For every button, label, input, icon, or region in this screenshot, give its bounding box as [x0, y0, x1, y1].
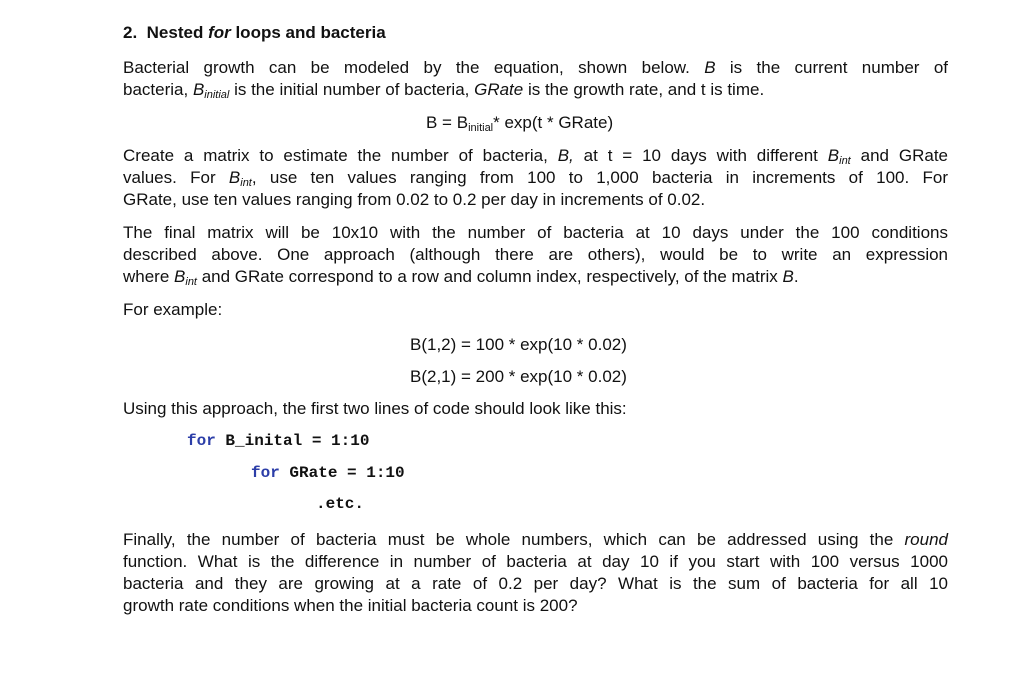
approach-text: Using this approach, the first two lines of code should look like this:	[123, 399, 627, 418]
paragraph-4-line-1	[123, 529, 948, 551]
paragraph-2-line-2	[123, 167, 948, 189]
code-text: B_inital = 1:10	[215, 432, 370, 450]
text-span: values. For	[123, 168, 229, 187]
var-b: B	[228, 168, 241, 187]
var-b: B	[827, 146, 840, 165]
text-span: Bacterial growth can be modeled by the equation, shown below.	[123, 58, 705, 77]
text-span: at t = 10 days with different	[573, 146, 828, 165]
subscript: initial	[204, 89, 230, 101]
text-span: Finally, the number of bacteria must be whole numbers, which can be addressed using the	[123, 530, 905, 549]
paragraph-3-line-2: described above. One approach (although there are others), would be to write an expression	[123, 245, 948, 264]
paragraph-3-line-1: The final matrix will be 10x10 with the number of bacteria at 10 days under the 100 conditions	[123, 223, 948, 242]
text-span: and GRate	[850, 146, 948, 165]
section-title	[123, 22, 386, 44]
title-emphasis: for	[208, 23, 231, 42]
var-b: B	[782, 267, 794, 286]
code-keyword: for	[187, 432, 216, 450]
section-number: 2.	[123, 23, 138, 42]
var-grate: GRate	[474, 80, 524, 99]
subscript: int	[185, 276, 197, 288]
subscript: int	[839, 155, 851, 167]
var-b: B	[704, 58, 716, 77]
var-b: B	[192, 80, 205, 99]
code-keyword: for	[251, 464, 280, 482]
equation-right: * exp(t * GRate)	[493, 113, 614, 132]
equation-subscript: initial	[468, 122, 494, 134]
paragraph-4-line-2: function. What is the difference in number of bacteria at day 10 if you start with 100 versus 1000	[123, 552, 948, 571]
example-equation-1: B(1,2) = 100 * exp(10 * 0.02)	[410, 335, 627, 354]
paragraph-3-line-3	[123, 266, 799, 288]
text-span: Create a matrix to estimate the number of bacteria,	[123, 146, 558, 165]
example-label: For example:	[123, 300, 223, 319]
text-span: is the growth rate, and t is time.	[523, 80, 765, 99]
code-line-2	[251, 463, 405, 483]
paragraph-4-line-3: bacteria and they are growing at a rate of 0.2 per day? What is the sum of bacteria for all 10	[123, 574, 948, 593]
paragraph-4-line-4: growth rate conditions when the initial bacteria count is 200?	[123, 596, 578, 615]
code-line-3: .etc.	[316, 495, 365, 513]
paragraph-1-line-1	[123, 57, 948, 79]
text-span: where	[123, 267, 175, 286]
paragraph-2-line-1	[123, 145, 948, 167]
title-part: Nested	[146, 23, 209, 42]
text-span: , use ten values ranging from 100 to 1,000 bacteria in increments of 100. For	[251, 168, 948, 187]
text-span: bacteria,	[123, 80, 193, 99]
round-function: round	[904, 530, 948, 549]
text-span: and GRate correspond to a row and column index, respectively, of the matrix	[197, 267, 783, 286]
code-text: GRate = 1:10	[279, 464, 405, 482]
code-line-1	[187, 431, 369, 451]
paragraph-2-line-3: GRate, use ten values ranging from 0.02 to 0.2 per day in increments of 0.02.	[123, 190, 706, 209]
text-span: is the current number of	[715, 58, 948, 77]
var-b: B,	[557, 146, 574, 165]
example-equation-2: B(2,1) = 200 * exp(10 * 0.02)	[410, 367, 627, 386]
paragraph-1-line-2	[123, 79, 764, 101]
var-b: B	[174, 267, 186, 286]
equation-left: B = B	[426, 113, 469, 132]
text-span: is the initial number of bacteria,	[229, 80, 475, 99]
text-span: .	[793, 267, 799, 286]
title-part: loops and bacteria	[230, 23, 386, 42]
subscript: int	[240, 177, 252, 189]
growth-equation	[426, 112, 613, 134]
